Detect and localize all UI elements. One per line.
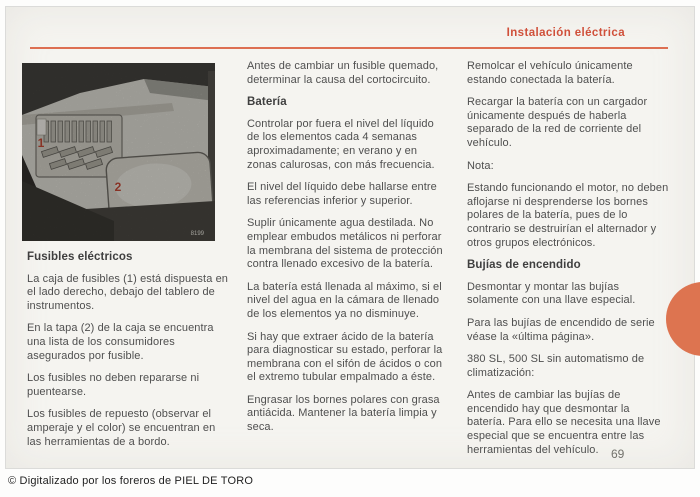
digitization-watermark: © Digitalizado por los foreros de PIEL DE TORO bbox=[8, 475, 254, 487]
paragraph: Para las bujías de encendido de serie véase la «última página». bbox=[467, 316, 655, 343]
heading-bateria: Batería bbox=[247, 96, 287, 109]
figure-code: 8199 bbox=[190, 231, 204, 237]
note-label: Nota: bbox=[467, 159, 494, 172]
page-scan bbox=[6, 7, 694, 468]
paragraph: Recargar la batería con un cargador únicamente después de haberla separado de la red de corriente del vehículo. bbox=[467, 96, 648, 149]
paragraph: 380 SL, 500 SL sin automatismo de climatización: bbox=[467, 353, 645, 379]
paragraph: El nivel del líquido debe hallarse entre las referencias inferior y superior. bbox=[247, 181, 437, 207]
right-column bbox=[467, 60, 669, 466]
paragraph: Los fusibles de repuesto (observar el amperaje y el color) se encuentran en las herramientas de a bordo. bbox=[27, 408, 216, 448]
paragraph: Remolcar el vehículo únicamente estando conectada la batería. bbox=[467, 60, 633, 86]
page-title: Instalación eléctrica bbox=[506, 27, 625, 39]
paragraph: Suplir únicamente agua destilada. No emplear embudos metálicos ni perforar la membrana del sistema de protección contra llenado excesivo de la batería. bbox=[247, 217, 443, 271]
paragraph: Estando funcionando el motor, no deben aflojarse ni desprenderse los bornes polares de la batería, pues de lo contrario se destruirían el alternador y otros grupos electrónicos. bbox=[467, 182, 669, 249]
paragraph: La caja de fusibles (1) está dispuesta en el lado derecho, debajo del tablero de instrumentos. bbox=[27, 272, 228, 312]
middle-column bbox=[247, 60, 449, 444]
paragraph: Los fusibles no deben repararse ni puentearse. bbox=[27, 372, 200, 398]
heading-fusibles-electricos: Fusibles eléctricos bbox=[27, 251, 133, 263]
paragraph: La batería está llenada al máximo, si el nivel del agua en la cámara de llenado de los elementos ya no disminuye. bbox=[247, 280, 442, 320]
figure-label-1: 1 bbox=[37, 136, 45, 150]
paragraph: Engrasar los bornes polares con grasa antiácida. Mantener la batería limpia y seca. bbox=[247, 393, 440, 434]
figure-label-2: 2 bbox=[114, 180, 122, 194]
left-column bbox=[27, 247, 231, 458]
heading-bujias-de-encendido: Bujías de encendido bbox=[467, 259, 581, 272]
paragraph: Desmontar y montar las bujías solamente con una llave especial. bbox=[467, 280, 636, 307]
fuse-box-illustration bbox=[22, 63, 215, 241]
paragraph: Si hay que extraer ácido de la batería para diagnosticar su estado, perforar la membrana con el sifón de ácidos o con el extremo tubular empalmado a éste. bbox=[247, 330, 443, 384]
paragraph: Controlar por fuera el nivel del líquido de los elementos cada 4 semanas aproximadamente; en verano y en zonas calurosas, con más frecuencia. bbox=[247, 117, 435, 171]
paragraph: Antes de cambiar un fusible quemado, determinar la causa del cortocircuito. bbox=[247, 60, 439, 86]
header-rule bbox=[30, 47, 668, 49]
fuse-box-figure bbox=[22, 63, 215, 241]
paragraph: En la tapa (2) de la caja se encuentra una lista de los consumidores asegurados por fusible. bbox=[27, 322, 214, 362]
paragraph: Antes de cambiar las bujías de encendido hay que desmontar la batería. Para ello se necesita una llave especial que se encuentra entre las herramientas del vehículo. bbox=[467, 389, 661, 456]
page-number: 69 bbox=[611, 447, 625, 461]
